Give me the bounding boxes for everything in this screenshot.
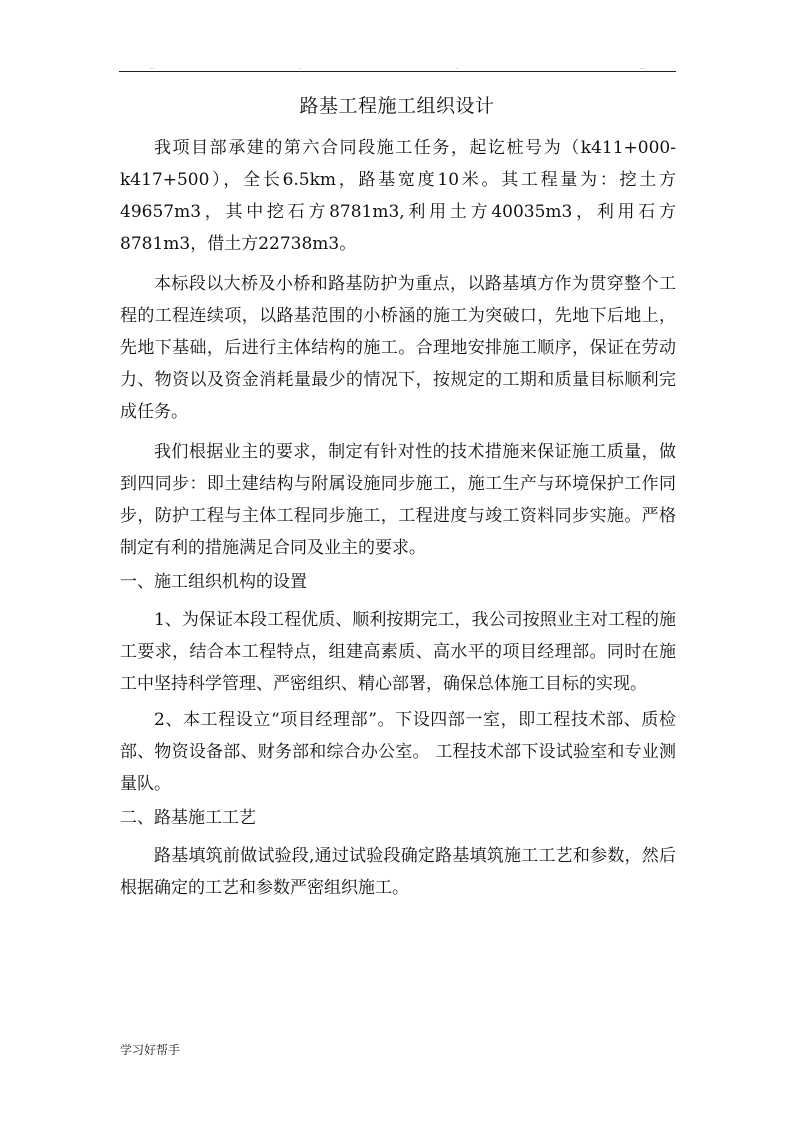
paragraph-organization-item-1: 1、为保证本段工程优质、顺利按期完工，我公司按照业主对工程的施工要求，结合本工程特点，组建高素质、高水平的项目经理部。同时在施工中坚持科学管理、严密组织、精心部署，确保总体施工目标的实现。 — [120, 610, 676, 694]
paragraph-organization-item-2: 2、本工程设立“项目经理部”。下设四部一室，即工程技术部、质检部、物资设备部、财务部和综合办公室。 工程技术部下设试验室和专业测量队。 — [120, 710, 676, 794]
header-mark: . — [299, 63, 302, 71]
footer-text: 学习好帮手 — [120, 1043, 181, 1057]
document-title: 路基工程施工组织设计 — [299, 95, 495, 117]
header-rule — [119, 71, 676, 72]
paragraph-quality-measures: 我们根据业主的要求，制定有针对性的技术措施来保证施工质量，做到四同步：即土建结构与附属设施同步施工，施工生产与环境保护工作同步，防护工程与主体工程同步施工，工程进度与竣工资料同步实施。严格制定有利的措施满足合同及业主的要求。 — [120, 442, 676, 558]
header-mark: .. — [150, 63, 155, 71]
section-heading-organization: 一、施工组织机构的设置 — [120, 572, 307, 592]
paragraph-project-scope: 我项目部承建的第六合同段施工任务，起讫桩号为（k411+000-k417+500），全长6.5km，路基宽度10米。其工程量为：挖土方49657m3，其中挖石方8781m3,利用土方40035m3，利用石方8781m3，借土方22738m3。 — [120, 138, 676, 254]
header-mark: .. — [640, 63, 645, 71]
paragraph-key-points: 本标段以大桥及小桥和路基防护为重点，以路基填方作为贯穿整个工程的工程连续项，以路基范围的小桥涵的施工为突破口，先地下后地上，先地下基础，后进行主体结构的施工。合理地安排施工顺序，保证在劳动力、物资以及资金消耗量最少的情况下，按规定的工期和质量目标顺利完成任务。 — [120, 274, 676, 422]
document-body — [120, 132, 676, 904]
section-heading-roadbed-process: 二、路基施工工艺 — [120, 808, 256, 828]
header-mark: . — [456, 63, 459, 71]
paragraph-roadbed-process: 路基填筑前做试验段,通过试验段确定路基填筑施工工艺和参数，然后根据确定的工艺和参数严密组织施工。 — [120, 846, 676, 898]
